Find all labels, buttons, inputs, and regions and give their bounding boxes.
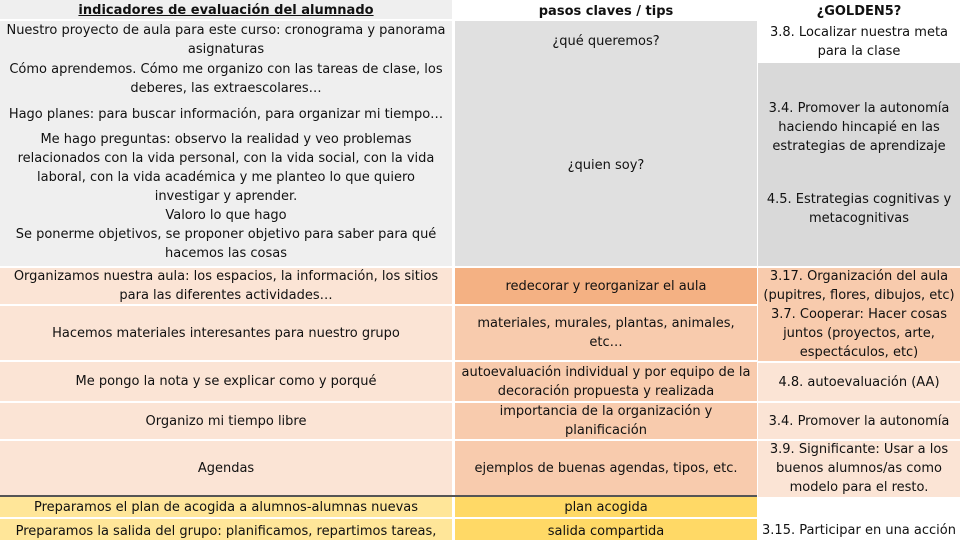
indicator-tiempo-libre: Organizo mi tiempo libre — [0, 402, 452, 440]
header-golden5: ¿GOLDEN5? — [758, 0, 960, 20]
golden-organizacion-aula: 3.17. Organización del aula (pupitres, flores, dibujos, etc) — [758, 267, 960, 305]
header-indicadores — [0, 0, 452, 20]
indicator-agendas: Agendas — [0, 440, 452, 497]
golden-promover-autonomia: 3.4. Promover la autonomía — [758, 402, 960, 440]
tip-redecorar: redecorar y reorganizar el aula — [455, 267, 757, 305]
tip-quien-soy: ¿quien soy? — [455, 63, 757, 267]
golden-participar: 3.15. Participar en una acción — [758, 497, 960, 540]
tip-organizacion: importancia de la organización y planificación — [455, 402, 757, 440]
indicator-preguntas-block — [0, 130, 452, 267]
row-divider — [758, 361, 960, 363]
header-pasos: pasos claves / tips — [455, 0, 757, 20]
indicator-valoro: Valoro lo que hago — [165, 208, 287, 223]
golden-cooperar: 3.7. Cooperar: Hacer cosas juntos (proyectos, arte, espectáculos, etc) — [758, 305, 960, 362]
golden-autoevaluacion: 4.8. autoevaluación (AA) — [758, 362, 960, 402]
indicator-objetivos: Se ponerme objetivos, se proponer objetivo para saber para qué hacemos las cosas — [15, 227, 437, 261]
row-divider — [0, 304, 757, 306]
header-indicadores-text: indicadores de evaluación del alumnado — [78, 3, 374, 18]
tip-materiales: materiales, murales, plantas, animales, etc… — [455, 305, 757, 361]
indicator-proyecto: Nuestro proyecto de aula para este curso: cronograma y panorama asignaturas — [0, 20, 452, 60]
indicator-nota: Me pongo la nota y se explicar como y porqué — [0, 361, 452, 402]
indicator-salida: Preparamos la salida del grupo: planificamos, repartimos tareas, — [0, 519, 452, 540]
indicator-acogida: Preparamos el plan de acogida a alumnos-alumnas nuevas — [0, 497, 452, 517]
row-divider — [0, 266, 960, 268]
golden-meta: 3.8. Localizar nuestra meta para la clase — [758, 20, 960, 63]
golden-cognitivas: 4.5. Estrategias cognitivas y metacognitivas — [758, 185, 960, 267]
indicator-aprendemos: Cómo aprendemos. Cómo me organizo con las tareas de clase, los deberes, las extraescolares… — [0, 60, 452, 98]
row-divider — [0, 517, 757, 519]
indicator-materiales: Hacemos materiales interesantes para nuestro grupo — [0, 305, 452, 361]
tip-autoevaluacion: autoevaluación individual y por equipo de la decoración propuesta y realizada — [455, 361, 757, 402]
row-divider — [0, 401, 960, 403]
indicator-preguntas: Me hago preguntas: observo la realidad y veo problemas relacionados con la vida personal, con la vida social, con la vida laboral, con la vida académica y me planteo lo que quiero investigar y aprender. — [17, 132, 435, 204]
indicator-planes: Hago planes: para buscar información, para organizar mi tiempo… — [0, 98, 452, 130]
row-divider — [0, 360, 757, 362]
tip-agendas: ejemplos de buenas agendas, tipos, etc. — [455, 440, 757, 497]
row-divider — [0, 439, 960, 441]
tip-plan-acogida: plan acogida — [455, 497, 757, 517]
golden-autonomia-estrategias: 3.4. Promover la autonomía haciendo hincapié en las estrategias de aprendizaje — [758, 63, 960, 185]
indicator-organizamos-aula: Organizamos nuestra aula: los espacios, la información, los sitios para las diferentes actividades… — [0, 267, 452, 305]
row-divider-dark — [0, 495, 757, 497]
tip-que-queremos: ¿qué queremos? — [455, 20, 757, 63]
tip-salida-compartida: salida compartida — [455, 519, 757, 540]
golden-significante: 3.9. Significante: Usar a los buenos alumnos/as como modelo para el resto. — [758, 440, 960, 497]
row-divider — [0, 19, 452, 21]
row-divider — [455, 19, 960, 21]
